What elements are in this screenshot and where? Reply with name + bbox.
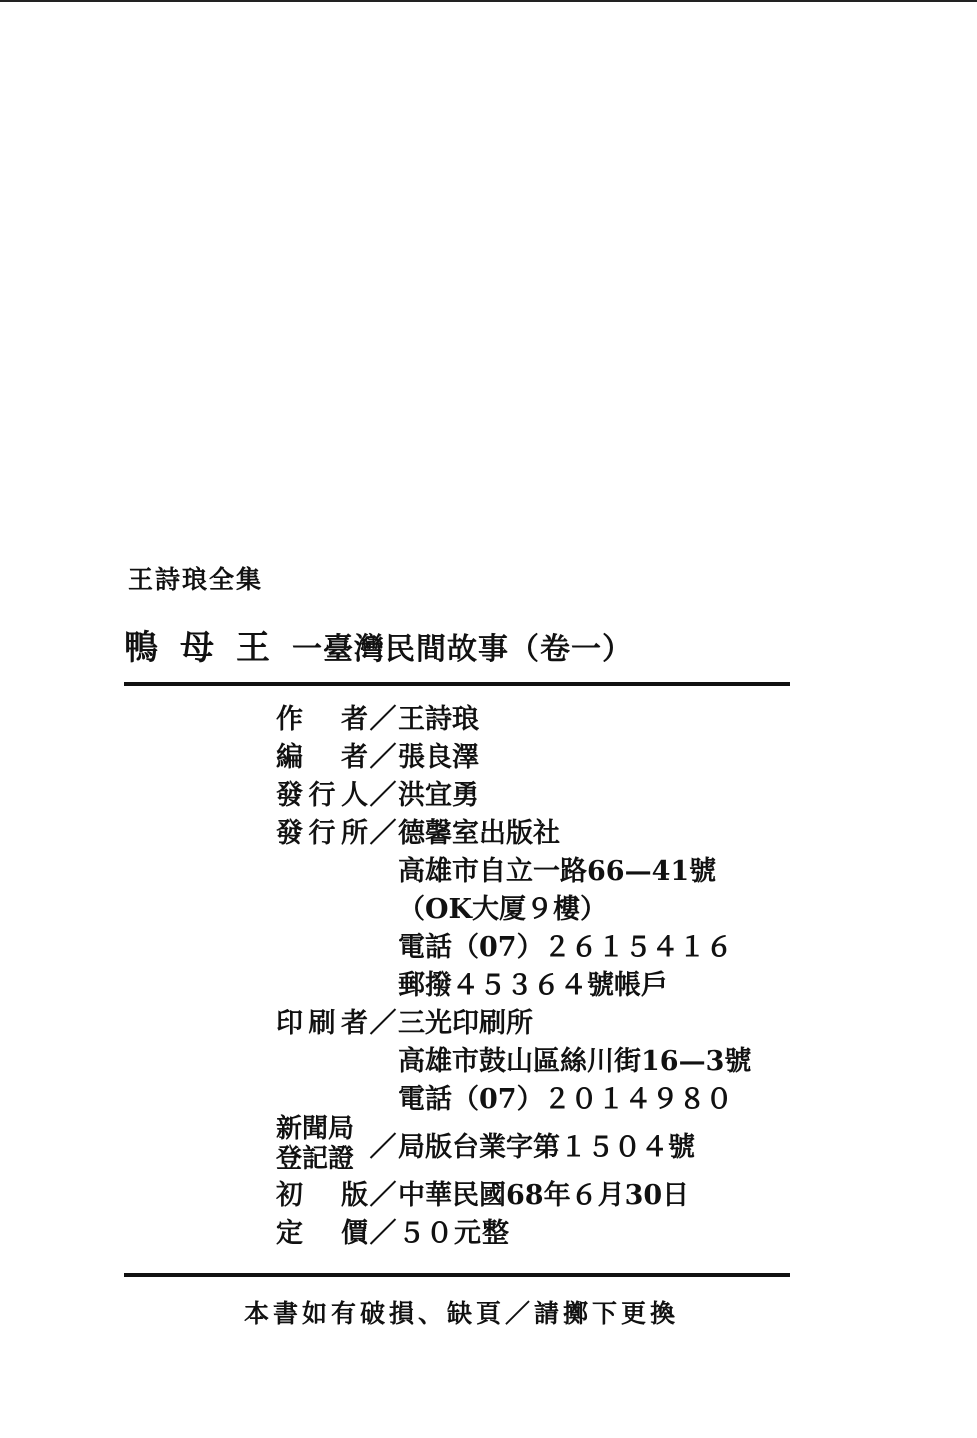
damage-notice: 本書如有破損、缺頁／請擲下更換	[244, 1299, 680, 1328]
first-edition-row	[276, 1173, 751, 1211]
price-label: 定 價	[276, 1217, 368, 1249]
registration-row	[276, 1115, 751, 1173]
printer-phone: 電話（07）２０１４９８０	[398, 1083, 733, 1115]
printer-label: 印刷者	[276, 1007, 368, 1039]
printer-value: 三光印刷所	[398, 1007, 533, 1039]
separator: ／	[369, 817, 397, 849]
separator: ／	[369, 1217, 397, 1249]
printer-row	[276, 1001, 751, 1039]
author-row	[276, 697, 751, 735]
separator: ／	[369, 1131, 397, 1163]
book-title-subtitle: 一臺灣民間故事（卷一）	[292, 632, 633, 667]
registration-label	[276, 1114, 368, 1174]
divider-bottom	[124, 1273, 790, 1277]
printer-address: 高雄市鼓山區絲川街16—3號	[398, 1045, 752, 1077]
editor-label: 編 者	[276, 741, 368, 773]
registration-label-line2: 登記證	[276, 1144, 355, 1174]
publisher-postal-account: 郵撥４５３６４號帳戶	[398, 969, 668, 1001]
editor-row	[276, 735, 751, 773]
separator: ／	[369, 1007, 397, 1039]
book-title-main: 鴨母王	[124, 628, 292, 668]
editor-value: 張良澤	[398, 741, 479, 773]
price-row	[276, 1211, 751, 1249]
separator: ／	[369, 1179, 397, 1211]
registration-label-line1: 新聞局	[276, 1114, 355, 1144]
publisher-person-value: 洪宜勇	[398, 779, 479, 811]
publisher-person-row	[276, 773, 751, 811]
registration-value: 局版台業字第１５０４號	[398, 1131, 695, 1163]
price-value: ５０元整	[398, 1217, 510, 1249]
publisher-person-label: 發行人	[276, 779, 368, 811]
publisher-house-row	[276, 811, 751, 849]
first-edition-label: 初 版	[276, 1179, 368, 1211]
divider-top	[124, 682, 790, 686]
top-border	[0, 0, 977, 2]
publisher-house-label: 發行所	[276, 817, 368, 849]
colophon-details	[276, 697, 751, 1249]
publisher-house-value: 德馨室出版社	[398, 817, 560, 849]
separator: ／	[369, 703, 397, 735]
author-value: 王詩琅	[398, 703, 479, 735]
first-edition-value: 中華民國68年６月30日	[398, 1179, 690, 1211]
publisher-phone: 電話（07）２６１５４１６	[398, 931, 733, 963]
book-title	[124, 620, 633, 669]
publisher-address: 高雄市自立一路66—41號	[398, 855, 717, 887]
publisher-building: （OK大厦９樓）	[398, 893, 607, 925]
separator: ／	[369, 779, 397, 811]
series-title: 王詩琅全集	[128, 565, 264, 594]
author-label: 作 者	[276, 703, 368, 735]
separator: ／	[369, 741, 397, 773]
